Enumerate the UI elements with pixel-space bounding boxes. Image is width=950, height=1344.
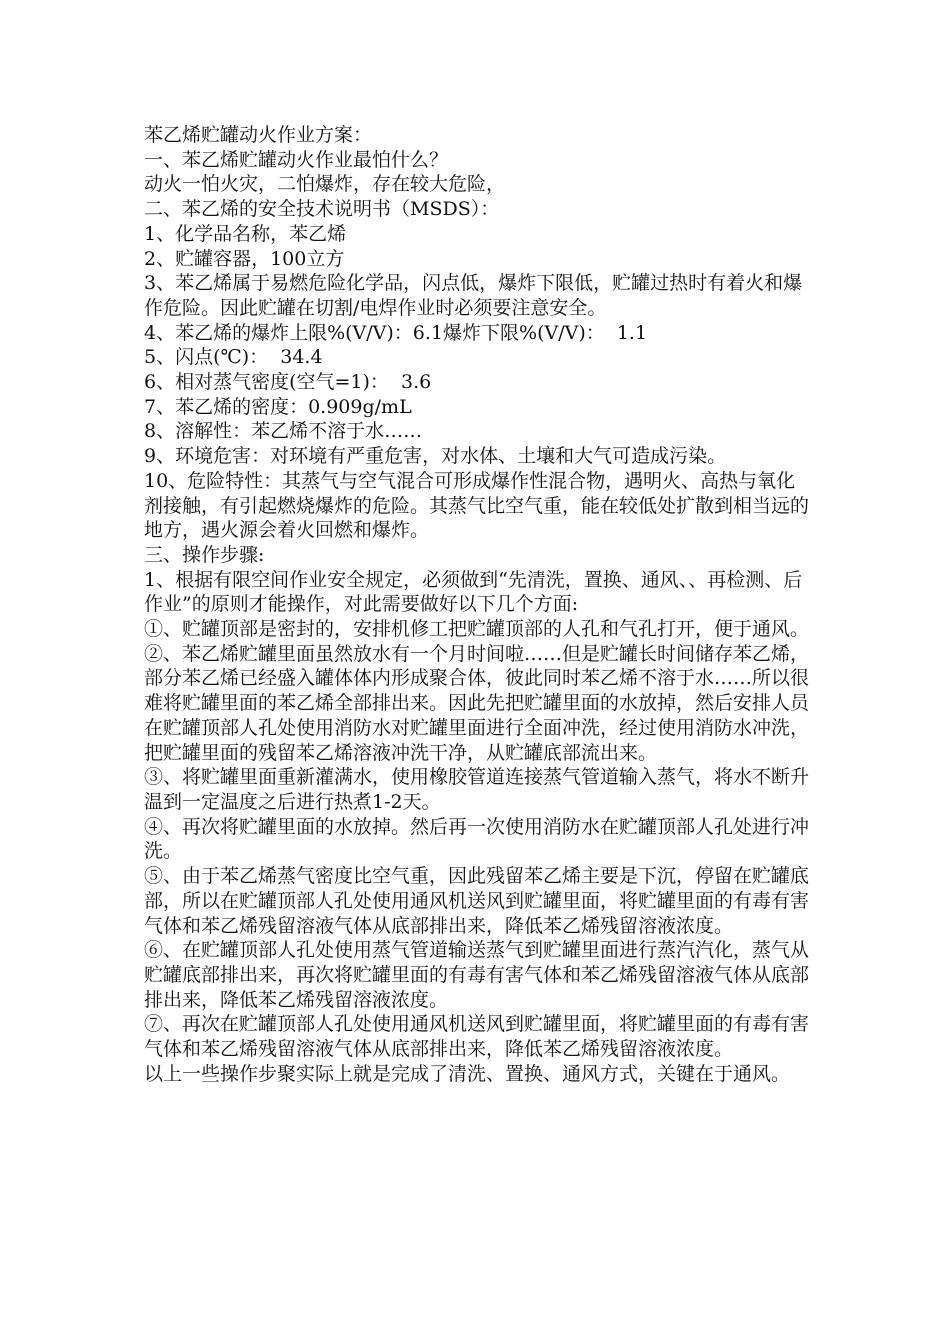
section-heading-2: 二、苯乙烯的安全技术说明书（MSDS）：: [144, 198, 500, 221]
document-body: [144, 123, 812, 1086]
msds-item-1: 1、化学品名称，苯乙烯: [144, 222, 347, 245]
msds-item-9: 9、环境危害：对环境有严重危害，对水体、土壤和大气可造成污染。: [144, 445, 727, 468]
document-title: 苯乙烯贮罐动火作业方案：: [144, 124, 373, 146]
msds-item-7: 7、苯乙烯的密度：0.909g/mL: [144, 395, 412, 418]
step-3: ③、将贮罐里面重新灌满水，使用橡胶管道连接蒸气管道输入蒸气，将水不断升温到一定温度之后进行热煮1-2天。: [144, 766, 810, 813]
msds-item-6: 6、相对蒸气密度(空气=1)： 3.6: [144, 371, 432, 394]
msds-item-8: 8、溶解性：苯乙烯不溶于水……: [144, 420, 423, 443]
msds-item-5: 5、闪点(℃)： 34.4: [144, 346, 323, 369]
step-6: ⑥、在贮罐顶部人孔处使用蒸气管道输送蒸气到贮罐里面进行蒸汽汽化，蒸气从贮罐底部排出来，再次将贮罐里面的有毒有害气体和苯乙烯残留溶液气体从底部排出来，降低苯乙烯残留溶液浓度。: [144, 939, 810, 1011]
msds-item-4: 4、苯乙烯的爆炸上限%(V/V)：6.1爆炸下限%(V/V)： 1.1: [144, 321, 648, 344]
step-intro: 1、根据有限空间作业安全规定，必须做到“先清洗，置换、通风、、再检测、后作业”的原则才能操作，对此需要做好以下几个方面:: [144, 568, 803, 616]
msds-item-3: 3、苯乙烯属于易燃危险化学品，闪点低，爆炸下限低，贮罐过热时有着火和爆作危险。因此贮罐在切割/电焊作业时必须要注意安全。: [144, 272, 803, 319]
step-4: ④、再次将贮罐里面的水放掉。然后再一次使用消防水在贮罐顶部人孔处进行冲洗。: [144, 815, 810, 863]
step-7: ⑦、再次在贮罐顶部人孔处使用通风机送风到贮罐里面，将贮罐里面的有毒有害气体和苯乙烯残留溶液气体从底部排出来，降低苯乙烯残留溶液浓度。: [144, 1013, 810, 1061]
conclusion: 以上一些操作步聚实际上就是完成了清洗、置换、通风方式，关键在于通风。: [144, 1062, 791, 1085]
section-heading-3: 三、操作步骤:: [144, 543, 265, 566]
step-2: ②、苯乙烯贮罐里面虽然放水有一个月时间啦……但是贮罐长时间储存苯乙烯，部分苯乙烯已经盛入罐体体内形成聚合体，彼此同时苯乙烯不溶于水……所以很难将贮罐里面的苯乙烯全部排出来。因此先把贮罐里面的水放掉，然后安排人员在贮罐顶部人孔处使用消防水对贮罐里面进行全面冲洗，经过使用消防水冲洗，把贮罐里面的残留苯乙烯溶液冲洗干净，从贮罐底部流出来。: [144, 642, 810, 764]
section-heading-1: 一、苯乙烯贮罐动火作业最怕什么？: [144, 148, 449, 171]
step-1: ①、贮罐顶部是密封的，安排机修工把贮罐顶部的人孔和气孔打开，便于通风。: [144, 618, 810, 641]
step-5: ⑤、由于苯乙烯蒸气密度比空气重，因此残留苯乙烯主要是下沉，停留在贮罐底部，所以在贮罐顶部人孔处使用通风机送风到贮罐里面，将贮罐里面的有毒有害气体和苯乙烯残留溶液气体从底部排出来，降低苯乙烯残留溶液浓度。: [144, 865, 810, 937]
msds-item-10: 10、危险特性：其蒸气与空气混合可形成爆作性混合物，遇明火、高热与氧化剂接触，有引起燃烧爆炸的危险。其蒸气比空气重，能在较低处扩散到相当远的地方，遇火源会着火回燃和爆炸。: [144, 469, 810, 542]
msds-item-2: 2、贮罐容器，100立方: [144, 247, 345, 270]
paragraph: 动火一怕火灾，二怕爆炸，存在较大危险，: [144, 173, 506, 196]
